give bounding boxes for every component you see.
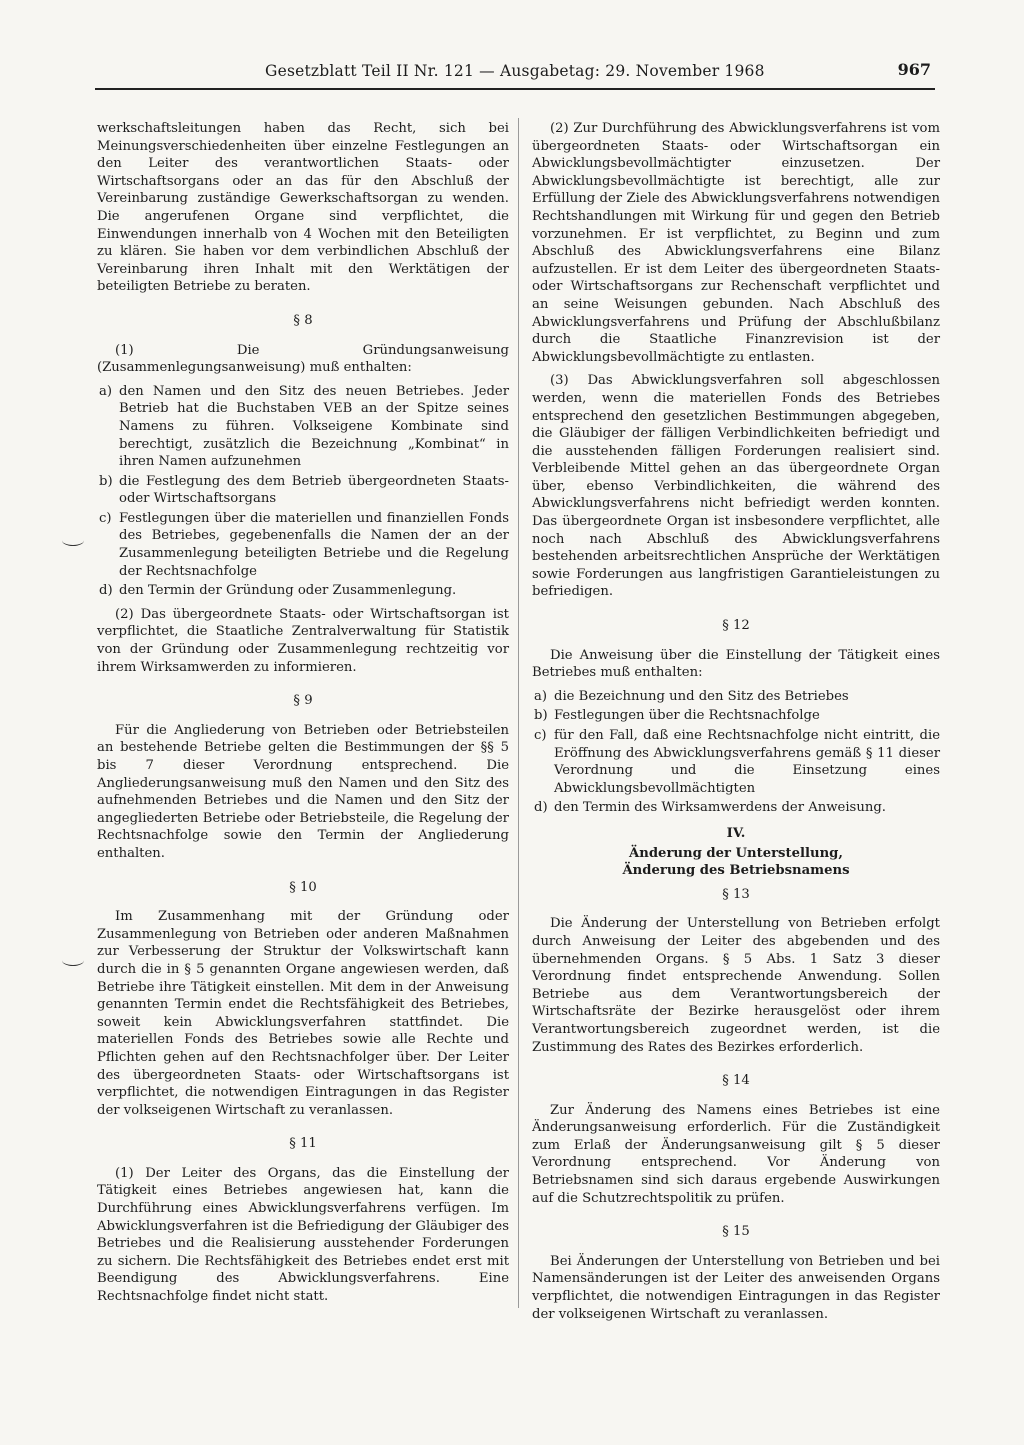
margin-mark	[62, 955, 84, 966]
section-heading: § 13	[722, 886, 750, 902]
list-item: b) Festlegungen über die Rechtsnachfolge	[534, 708, 820, 724]
section-heading: § 10	[289, 879, 317, 895]
chapter-title	[532, 845, 940, 880]
chapter-title-line: Änderung des Betriebsnamens	[622, 863, 850, 879]
list-item: b) die Festlegung des dem Betrieb übergeordneten Staats- oder Wirtschaftsorgans	[99, 473, 509, 507]
paragraph: Für die Angliederung von Betrieben oder Betriebsteilen an bestehende Betriebe gelten die Bestimmungen der §§ 5 bis 7 dieser Verordnung entsprechend. Die Angliederungsanweisung muß den Namen und den Sitz des aufnehmenden Betriebes und die Namen und den Sitz der angegliederten Betriebe oder Betriebsteile, die Regelung der Rechtsnachfolge sowie den Termin der Angliederung enthalten.	[97, 722, 509, 861]
column-divider	[518, 118, 519, 1308]
chapter-title-line: Änderung der Unterstellung,	[629, 845, 843, 861]
paragraph: werkschaftsleitungen haben das Recht, sich bei Meinungsverschiedenheiten über einzelne Festlegungen an den Leiter des verantwortlichen Staats- oder Wirtschaftsorgans oder an das für den Abschluß der Vereinbarung zuständige Gewerkschaftsorgan zu wenden. Die angerufenen Organe sind verpflichtet, die Einwendungen innerhalb von 4 Wochen mit den Beteiligten zu klären. Sie haben vor dem verbindlichen Abschluß der Vereinbarung ihren Inhalt mit den Werktätigen der beteiligten Betriebe zu beraten.	[97, 121, 509, 295]
enumerated-list	[97, 383, 509, 600]
list-item: d) den Termin der Gründung oder Zusammenlegung.	[99, 583, 457, 599]
list-item: d) den Termin des Wirksamwerdens der Anweisung.	[534, 800, 886, 816]
right-column	[532, 120, 940, 1329]
left-column	[97, 120, 509, 1312]
paragraph: (3) Das Abwicklungsverfahren soll abgeschlossen werden, wenn die materiellen Fonds des Betriebes entsprechend den gesetzlichen Bestimmungen abgegeben, die Gläubiger der fälligen Verbindlichkeiten befriedigt und die ausstehenden fälligen Forderungen realisiert sind. Verbleibende Mittel gehen an das übergeordnete Organ über, ebenso Verbindlichkeiten, die während des Abwicklungsverfahrens nicht befriedigt werden konnten. Das übergeordnete Organ ist insbesondere verpflichtet, alle noch nach Abschluß des Abwicklungsverfahrens bestehenden arbeitsrechtlichen Ansprüche der Werktätigen sowie Forderungen aus langfristigen Garantieleistungen zu befriedigen.	[532, 373, 940, 600]
header-title: Gesetzblatt Teil II Nr. 121 — Ausgabetag: 29. November 1968	[265, 62, 765, 80]
page-number: 967	[897, 60, 931, 79]
chapter-number: IV.	[726, 825, 746, 841]
section-heading: § 8	[293, 312, 313, 328]
paragraph: (1) Die Gründungsanweisung (Zusammenlegungsanweisung) muß enthalten:	[97, 342, 509, 376]
paragraph: (2) Zur Durchführung des Abwicklungsverfahrens ist vom übergeordneten Staats- oder Wirtschaftsorgan ein Abwicklungsbevollmächtigter einzusetzen. Der Abwicklungsbevollmächtigte ist berechtigt, alle zur Erfüllung der Ziele des Abwicklungsverfahrens notwendigen Rechtshandlungen mit Wirkung für und gegen den Betrieb vorzunehmen. Er ist verpflichtet, zu Beginn und zum Abschluß des Abwicklungsverfahrens eine Bilanz aufzustellen. Er ist dem Leiter des übergeordneten Staats- oder Wirtschaftsorgans zur Rechenschaft verpflichtet und an seine Weisungen gebunden. Nach Abschluß des Abwicklungsverfahrens und Prüfung der Abschlußbilanz durch die Staatliche Finanzrevision ist der Abwicklungsbevollmächtigte zu entlasten.	[532, 121, 940, 365]
margin-mark	[62, 535, 84, 546]
section-heading: § 11	[289, 1136, 317, 1152]
paragraph: (1) Der Leiter des Organs, das die Einstellung der Tätigkeit eines Betriebes angewiesen hat, kann die Durchführung eines Abwicklungsverfahrens verfügen. Im Abwicklungsverfahren ist die Befriedigung der Gläubiger des Betriebes und die Realisierung ausstehender Forderungen zu sichern. Die Rechtsfähigkeit des Betriebes endet erst mit Beendigung des Abwicklungsverfahrens. Eine Rechtsnachfolge findet nicht statt.	[97, 1165, 509, 1305]
list-item: c) Festlegungen über die materiellen und finanziellen Fonds des Betriebes, gegebenenfalls die Namen der an der Zusammenlegung beteiligten Betriebe und die Regelung der Rechtsnachfolge	[99, 510, 509, 579]
paragraph: Im Zusammenhang mit der Gründung oder Zusammenlegung von Betrieben oder anderen Maßnahmen zur Verbesserung der Struktur der Volkswirtschaft kann durch die in § 5 genannten Organe angewiesen werden, daß Betriebe ihre Tätigkeit einstellen. Mit dem in der Anweisung genannten Termin endet die Rechtsfähigkeit des Betriebes, soweit kein Abwicklungsverfahren stattfindet. Die materiellen Fonds des Betriebes sowie alle Rechte und Pflichten gehen auf den Rechtsnachfolger über. Der Leiter des übergeordneten Staats- oder Wirtschaftsorgans ist verpflichtet, die notwendigen Eintragungen in das Register der volkseigenen Wirtschaft zu veranlassen.	[97, 909, 509, 1118]
section-heading: § 15	[722, 1224, 750, 1240]
paragraph: Zur Änderung des Namens eines Betriebes ist eine Änderungsanweisung erforderlich. Für die Zuständigkeit zum Erlaß der Änderungsanweisung gilt § 5 dieser Verordnung entsprechend. Vor Änderung von Betriebsnamen sind sich daraus ergebende Auswirkungen auf die Schutzrechtspolitik zu prüfen.	[532, 1102, 940, 1206]
paragraph: Die Änderung der Unterstellung von Betrieben erfolgt durch Anweisung der Leiter des abgebenden und des übernehmenden Organs. § 5 Abs. 1 Satz 3 dieser Verordnung findet entsprechende Anwendung. Sollen Betriebe aus dem Verantwortungsbereich der Wirtschaftsräte der Bezirke herausgelöst oder ihrem Verantwortungsbereich zugeordnet werden, ist die Zustimmung des Rates des Bezirkes erforderlich.	[532, 916, 940, 1055]
section-heading: § 12	[722, 618, 750, 634]
list-item: a) die Bezeichnung und den Sitz des Betriebes	[534, 688, 849, 704]
paragraph: Die Anweisung über die Einstellung der Tätigkeit eines Betriebes muß enthalten:	[532, 647, 940, 681]
section-heading: § 14	[722, 1073, 750, 1089]
list-item: c) für den Fall, daß eine Rechtsnachfolge nicht eintritt, die Eröffnung des Abwicklungsverfahrens gemäß § 11 dieser Verordnung und die Einsetzung eines Abwicklungsbevollmächtigten	[534, 728, 940, 796]
paragraph: (2) Das übergeordnete Staats- oder Wirtschaftsorgan ist verpflichtet, die Staatliche Zentralverwaltung für Statistik von der Gründung oder Zusammenlegung rechtzeitig vor ihrem Wirksamwerden zu informieren.	[97, 606, 509, 675]
page-header	[95, 58, 935, 90]
section-heading: § 9	[293, 693, 313, 709]
list-item: a) den Namen und den Sitz des neuen Betriebes. Jeder Betrieb hat die Buchstaben VEB an der Spitze seines Namens zu führen. Volkseigene Kombinate sind berechtigt, zusätzlich die Bezeichnung „Kombinat“ in ihren Namen aufzunehmen	[99, 383, 509, 470]
paragraph: Bei Änderungen der Unterstellung von Betrieben und bei Namensänderungen ist der Leiter des anweisenden Organs verpflichtet, die notwendigen Eintragungen in das Register der volkseigenen Wirtschaft zu veranlassen.	[532, 1253, 940, 1322]
enumerated-list	[532, 688, 940, 817]
